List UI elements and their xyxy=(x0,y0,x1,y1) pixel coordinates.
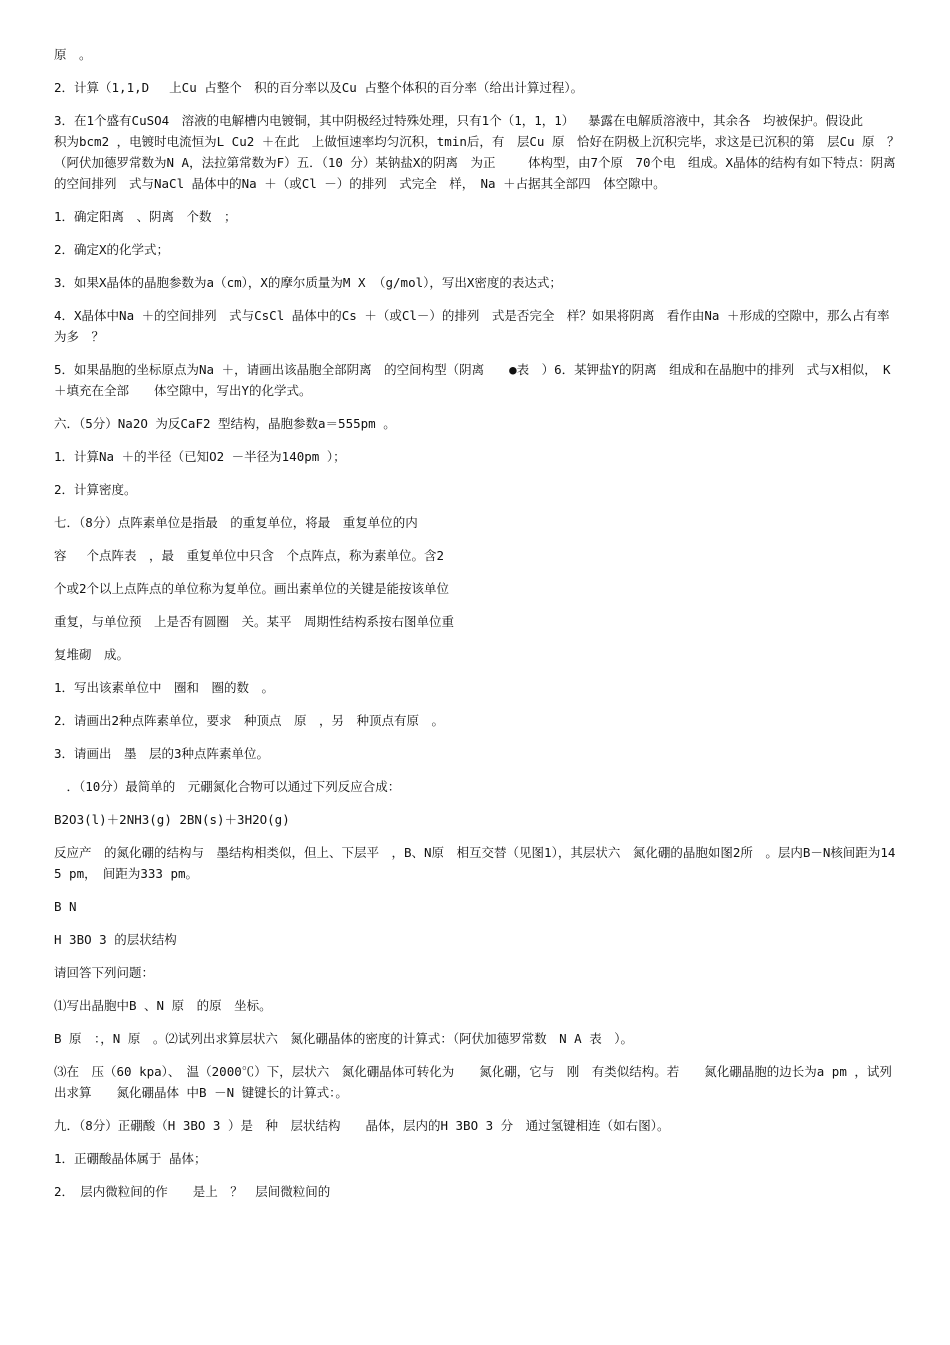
para-continuation: 原 。 xyxy=(54,47,92,62)
question-7-line-1: 七．（8分）点阵素单位是指最 的重复单位，将最 重复单位的内 xyxy=(54,515,418,530)
question-6-1: 1．计算Na ＋的半径（已知O2 －半径为140pm ）； xyxy=(54,449,346,464)
question-5-4: 4．X晶体中Na ＋的空间排列 式与CsCl 晶体中的Cs ＋（或Cl－）的排列 式是否完全 样？如果将阴离 看作由Na ＋形成的空隙中，那么占有率为多 ？ xyxy=(54,308,890,344)
question-9-heading: 九．（8分）正硼酸（H 3BO 3 ）是 种 层状结构 晶体，层内的H 3BO 3 分 通过氢键相连（如右图）。 xyxy=(54,1118,670,1133)
figure-label-bn: B N xyxy=(54,899,77,914)
question-7-1: 1．写出该素单位中 圈和 圈的数 。 xyxy=(54,680,275,695)
question-5-1: 1．确定阳离 、阴离 个数 ； xyxy=(54,209,237,224)
reaction-equation: B2O3(l)＋2NH3(g) 2BN(s)＋3H2O(g) xyxy=(54,812,290,827)
question-5-3: 3．如果X晶体的晶胞参数为a（cm），X的摩尔质量为M X （g/mol），写出X密度的表达式； xyxy=(54,275,562,290)
question-7-line-2: 容 个点阵表 ，最 重复单位中只含 个点阵点，称为素单位。含2 xyxy=(54,548,445,563)
question-4-2: 2．计算（1,1,D 上Cu 占整个 积的百分率以及Cu 占整个体积的百分率（给出计算过程）。 xyxy=(54,80,584,95)
question-9-2: 2． 层内微粒间的作 是上 ？ 层间微粒间的 xyxy=(54,1184,331,1199)
question-7-line-5: 复堆砌 成。 xyxy=(54,647,130,662)
question-7-3: 3．请画出 墨 层的3种点阵素单位。 xyxy=(54,746,270,761)
document-page xyxy=(54,44,909,1214)
question-7-line-3: 个或2个以上点阵点的单位称为复单位。画出素单位的关键是能按该单位 xyxy=(54,581,450,596)
question-7-2: 2．请画出2种点阵素单位，要求 种顶点 原 ，另 种顶点有原 。 xyxy=(54,713,445,728)
figure-caption-h3bo3: H 3BO 3 的层状结构 xyxy=(54,932,177,947)
question-9-1: 1．正硼酸晶体属于 晶体； xyxy=(54,1151,207,1166)
question-8-prompt: 请回答下列问题： xyxy=(54,965,155,980)
question-4-3-and-5-intro: 3．在1个盛有CuSO4 溶液的电解槽内电镀铜，其中阴极经过特殊处理，只有1个（1，1，1） 暴露在电解质溶液中，其余各 均被保护。假设此 积为bcm2 ，电镀时电流恒为L Cu2 ＋在此 上做恒速率均匀沉积，tmin后，有 层Cu 原 恰好在阴极上沉积完毕，求这是已沉积的第 层Cu 原 ？（阿伏加德罗常数为N A，法拉第常数为F）五．（10 分）某钠盐X的阴离 为正 体构型，由7个原 70个电 组成。X晶体的结构有如下特点：阴离 的空间排列 式与NaCl 晶体中的Na ＋（或Cl －）的排列 式完全 样， Na ＋占据其全部四 体空隙中。 xyxy=(54,113,909,191)
question-5-5-and-6: 5．如果晶胞的坐标原点为Na ＋，请画出该晶胞全部阴离 的空间构型（阴离 ●表 ）6．某钾盐Y的阴离 组成和在晶胞中的排列 式与X相似， K＋填充在全部 体空隙中，写出Y的化学式。 xyxy=(54,362,891,398)
question-8-1-answer-and-2: B 原 ：，N 原 。⑵试列出求算层状六 氮化硼晶体的密度的计算式：（阿伏加德罗常数 N A 表 ）。 xyxy=(54,1031,633,1046)
question-5-2: 2．确定X的化学式； xyxy=(54,242,170,257)
question-8-3: ⑶在 压（60 kpa）、 温（2000℃）下，层状六 氮化硼晶体可转化为 氮化硼，它与 刚 有类似结构。若 氮化硼晶胞的边长为a pm ，试列出求算 氮化硼晶体 中B －N 键键长的计算式：。 xyxy=(54,1064,892,1100)
question-7-line-4: 重复，与单位预 上是否有圆圈 关。某平 周期性结构系按右图单位重 xyxy=(54,614,455,629)
question-8-heading: ．（10分）最简单的 元硼氮化合物可以通过下列反应合成： xyxy=(54,779,401,794)
question-8-description: 反应产 的氮化硼的结构与 墨结构相类似，但上、下层平 ，B、N原 相互交替（见图1），其层状六 氮化硼的晶胞如图2所 。层内B－N核间距为145 pm， 间距为333 pm。 xyxy=(54,845,896,881)
question-6-2: 2．计算密度。 xyxy=(54,482,137,497)
question-8-1: ⑴写出晶胞中B 、N 原 的原 坐标。 xyxy=(54,998,272,1013)
question-6-heading: 六．（5分）Na2O 为反CaF2 型结构，晶胞参数a＝555pm 。 xyxy=(54,416,396,431)
